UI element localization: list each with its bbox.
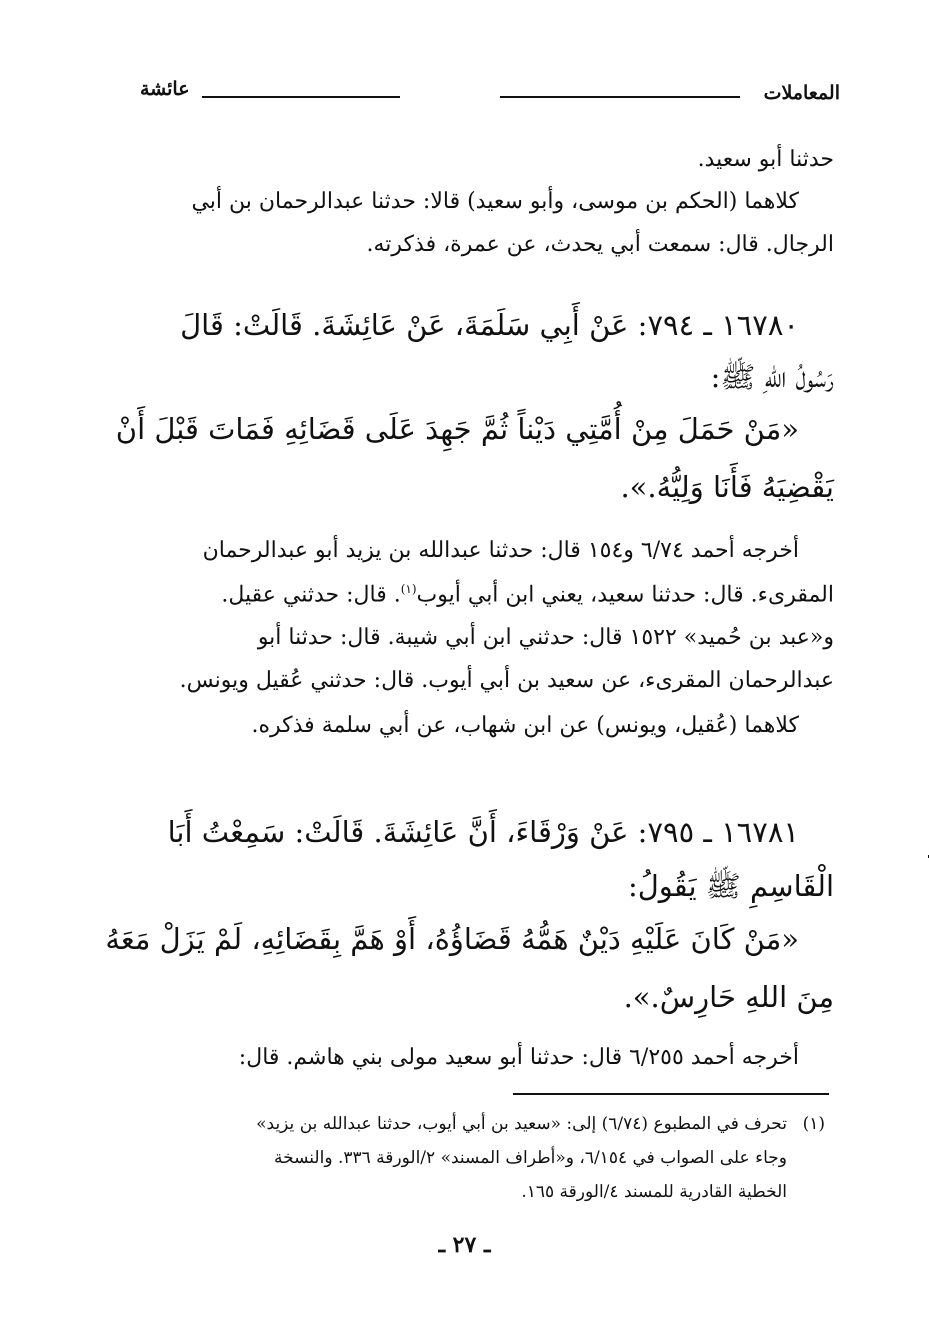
hadith-heading: ١٦٧٨١ ـ ٧٩٥: عَنْ وَرْقَاءَ، أَنَّ عَائِشَةَ. قَالَتْ: سَمِعْتُ أَبَا — [167, 815, 799, 849]
hadith-line: رَسُولُ اللهِ ﷺ: — [710, 360, 834, 394]
hadith-matn: «مَنْ كَانَ عَلَيْهِ دَيْنٌ هَمُّهُ قَضَاؤُهُ، أَوْ هَمَّ بِقَضَائِهِ، لَمْ يَزَلْ مَعَهُ — [105, 922, 799, 956]
hadith-matn: مِنَ اللهِ حَارِسٌ.». — [623, 980, 834, 1014]
text-line: حدثنا أبو سعيد. — [697, 147, 834, 172]
footnote-number: (١) — [802, 1114, 825, 1134]
hadith-matn: يَقْضِيَهُ فَأَنَا وَلِيُّهُ.». — [620, 470, 834, 504]
running-header — [140, 78, 840, 112]
takhrij-line — [221, 582, 834, 607]
page-number: ـ ٢٧ ـ — [438, 1232, 491, 1258]
footnote-separator — [513, 1093, 829, 1095]
header-topic: عائشة — [140, 78, 190, 100]
takhrij-line: أخرجه أحمد ٦/٢٥٥ قال: حدثنا أبو سعيد مولى بني هاشم. قال: — [238, 1045, 799, 1070]
header-rule-left — [202, 96, 400, 98]
footnote-line: الخطية القادرية للمسند ٤/الورقة ١٦٥. — [521, 1182, 787, 1202]
takhrij-text: . قال: حدثني عقيل. — [221, 582, 401, 608]
header-rule-right — [500, 96, 740, 98]
hadith-heading: ١٦٧٨٠ ـ ٧٩٤: عَنْ أَبِي سَلَمَةَ، عَنْ عَائِشَةَ. قَالَتْ: قَالَ — [180, 308, 799, 342]
hadith-line: الْقَاسِمِ ﷺ يَقُولُ: — [627, 869, 834, 903]
takhrij-text: المقرىء. قال: حدثنا سعيد، يعني ابن أبي أيوب — [416, 582, 834, 608]
takhrij-line: عبدالرحمان المقرىء، عن سعيد بن أبي أيوب. قال: حدثني عُقيل ويونس. — [179, 668, 834, 693]
footnote-line: تحرف في المطبوع (٦/٧٤) إلى: «سعيد بن أبي أيوب، حدثنا عبدالله بن يزيد» — [256, 1114, 787, 1134]
takhrij-line: كلاهما (عُقيل، ويونس) عن ابن شهاب، عن أبي سلمة فذكره. — [251, 713, 799, 738]
hadith-matn: «مَنْ حَمَلَ مِنْ أُمَّتِي دَيْناً ثُمَّ جَهِدَ عَلَى قَضَائِهِ فَمَاتَ قَبْلَ أَنْ — [115, 412, 799, 446]
text-line: الرجال. قال: سمعت أبي يحدث، عن عمرة، فذكرته. — [366, 232, 834, 257]
takhrij-line: أخرجه أحمد ٦/٧٤ و١٥٤ قال: حدثنا عبدالله بن يزيد أبو عبدالرحمان — [202, 538, 799, 563]
header-chapter: المعاملات — [763, 82, 840, 104]
footnote-line: وجاء على الصواب في ٦/١٥٤، و«أطراف المسند» ٢/الورقة ٣٣٦. والنسخة — [274, 1148, 787, 1168]
footnote-marker: (١) — [400, 582, 417, 596]
text-line: كلاهما (الحكم بن موسى، وأبو سعيد) قالا: حدثنا عبدالرحمان بن أبي — [191, 189, 799, 214]
takhrij-line: و«عبد بن حُميد» ١٥٢٢ قال: حدثني ابن أبي شيبة. قال: حدثنا أبو — [257, 625, 834, 650]
